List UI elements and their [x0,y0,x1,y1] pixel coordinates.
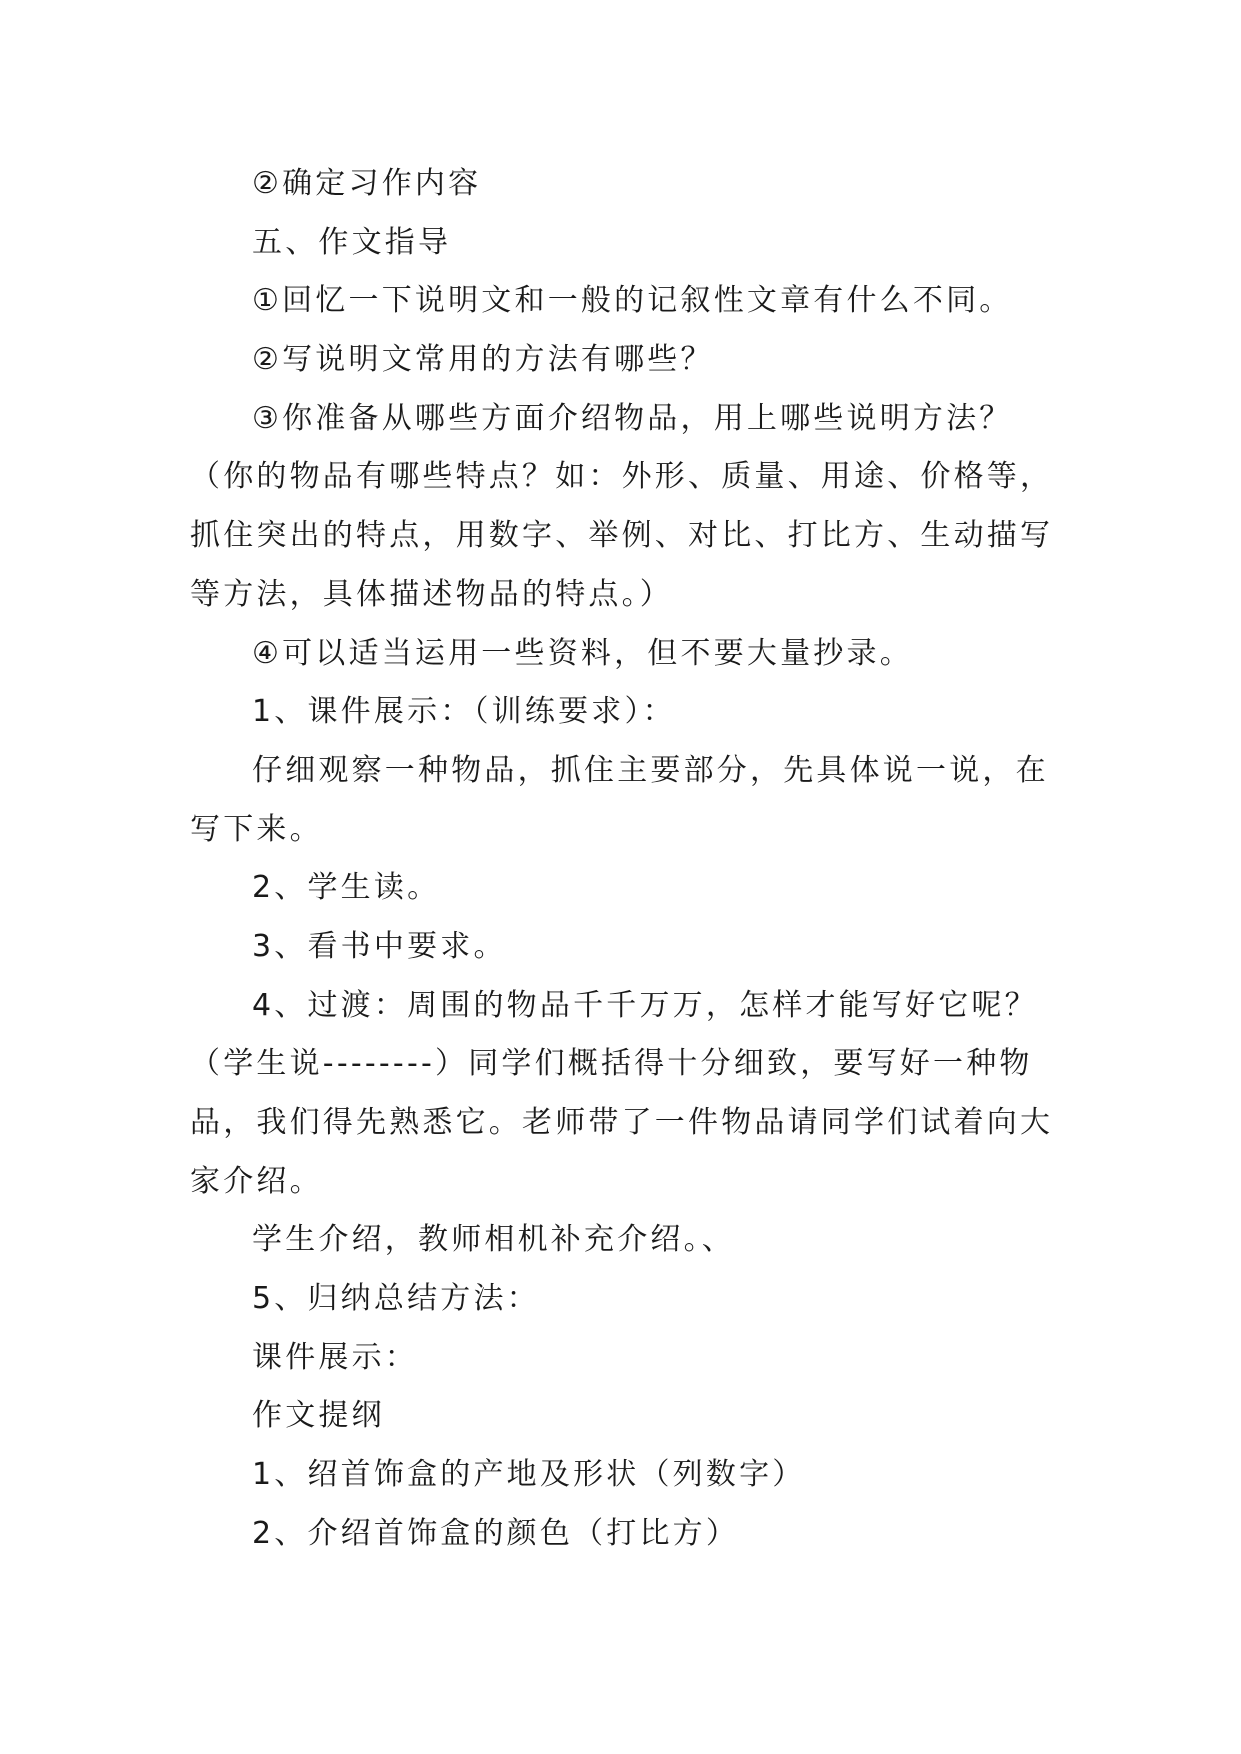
text-line: 课件展示： [252,1339,418,1375]
text-line: 等方法，具体描述物品的特点。） [190,576,673,612]
text-line: （你的物品有哪些特点？如：外形、质量、用途、价格等， [190,459,1054,495]
outline-item: 1、绍首饰盒的产地及形状（列数字） [252,1457,806,1493]
text-line: 1、课件展示：（训练要求）： [252,694,676,730]
outline-item: 2、介绍首饰盒的颜色（打比方） [252,1515,740,1551]
text-line: 抓住突出的特点，用数字、举例、对比、打比方、生动描写 [190,518,1054,554]
text-line: 写下来。 [190,811,323,847]
text-line: 3、看书中要求。 [252,928,507,964]
text-line: 4、过渡：周围的物品千千万万，怎样才能写好它呢？ [252,987,1038,1023]
text-line: 5、归纳总结方法： [252,1281,540,1317]
text-line: ④可以适当运用一些资料，但不要大量抄录。 [252,635,913,671]
text-line: 2、学生读。 [252,870,441,906]
text-line: 家介绍。 [190,1163,323,1199]
text-line: 学生介绍，教师相机补充介绍。、 [252,1222,735,1258]
text-line: ②确定习作内容 [252,166,482,201]
text-line: ①回忆一下说明文和一般的记叙性文章有什么不同。 [252,283,1013,319]
text-line: （学生说--------）同学们概括得十分细致，要写好一种物 [190,1046,1033,1082]
section-heading: 五、作文指导 [252,224,452,260]
text-line: ②写说明文常用的方法有哪些？ [252,342,714,378]
text-line: ③你准备从哪些方面介绍物品，用上哪些说明方法？ [252,400,1013,436]
text-line: 仔细观察一种物品，抓住主要部分，先具体说一说，在 [252,752,1049,788]
outline-title: 作文提纲 [252,1398,385,1434]
text-line: 品，我们得先熟悉它。老师带了一件物品请同学们试着向大 [190,1105,1054,1140]
document-body [190,155,1070,1564]
